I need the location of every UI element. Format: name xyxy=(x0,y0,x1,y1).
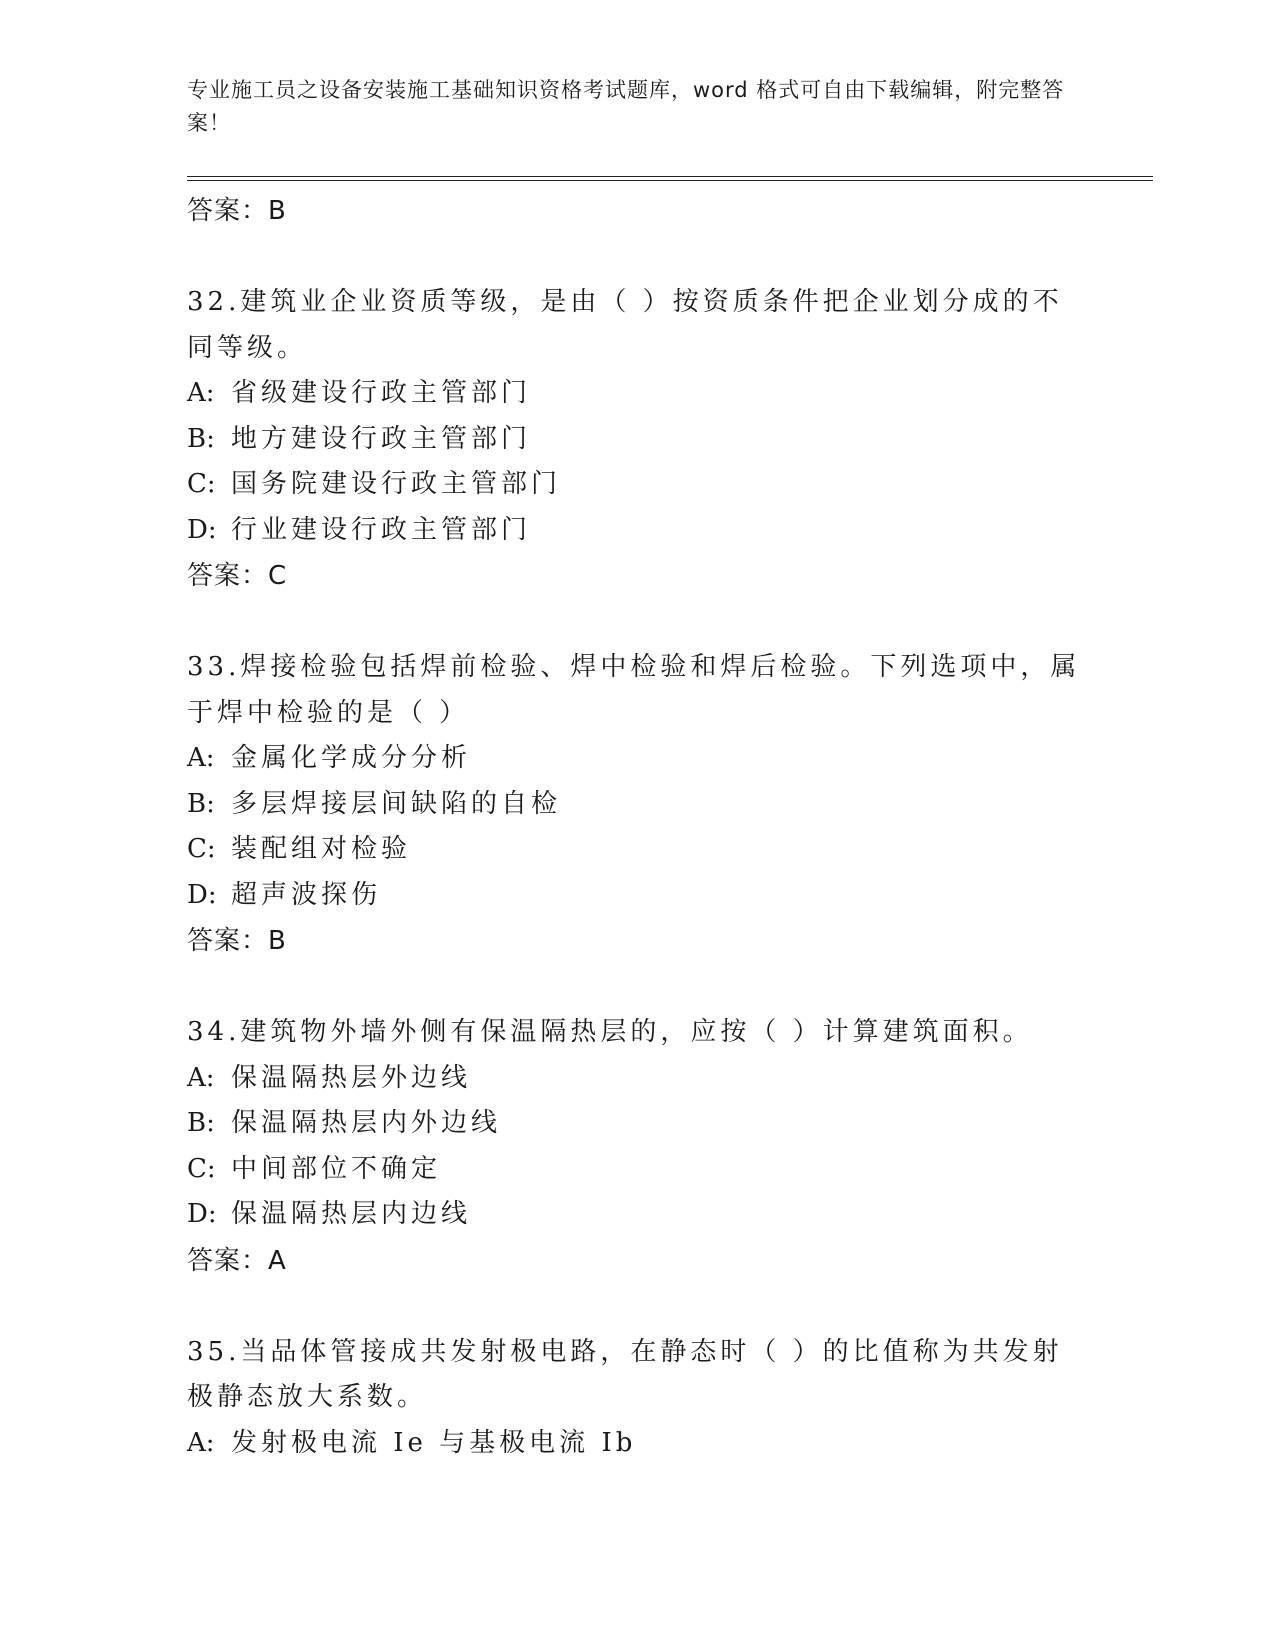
question-32 xyxy=(187,280,1087,599)
answer: 答案：B xyxy=(187,926,287,956)
option-letter: A: xyxy=(187,378,215,408)
option-a xyxy=(187,371,1087,417)
spacer xyxy=(187,599,1087,645)
option-letter: C: xyxy=(187,1153,216,1184)
question-stem: 35.当品体管接成共发射极电路，在静态时（ ）的比值称为共发射极静态放大系数。 xyxy=(187,1336,1063,1412)
option-text: 发射极电流 Ie 与基极电流 Ib xyxy=(231,1427,637,1458)
option-letter: A: xyxy=(187,1062,215,1093)
option-letter: A: xyxy=(187,743,215,773)
option-b xyxy=(187,1101,1087,1147)
option-letter: D: xyxy=(187,514,217,545)
question-35 xyxy=(187,1330,1087,1467)
option-d xyxy=(187,508,1087,554)
question-list xyxy=(187,188,1087,1466)
option-text: 多层焊接层间缺陷的自检 xyxy=(231,788,562,819)
question-stem: 34.建筑物外墙外侧有保温隔热层的，应按（ ）计算建筑面积。 xyxy=(187,1017,1033,1047)
document-header: 专业施工员之设备安装施工基础知识资格考试题库，word 格式可自由下载编辑，附完整答案！ xyxy=(187,78,1065,135)
option-a xyxy=(187,736,1087,782)
option-letter: C: xyxy=(187,469,216,499)
question-stem: 33.焊接检验包括焊前检验、焊中检验和焊后检验。下列选项中，属于焊中检验的是（ ） xyxy=(187,652,1081,728)
option-d xyxy=(187,1192,1087,1238)
option-text: 保温隔热层内边线 xyxy=(231,1199,472,1229)
option-letter: D: xyxy=(187,1199,217,1229)
question-33 xyxy=(187,645,1087,964)
option-a xyxy=(187,1421,1087,1467)
option-text: 国务院建设行政主管部门 xyxy=(231,469,562,499)
option-text: 中间部位不确定 xyxy=(231,1153,442,1184)
option-text: 装配组对检验 xyxy=(231,834,412,864)
option-text: 超声波探伤 xyxy=(231,879,382,910)
option-letter: B: xyxy=(187,788,215,819)
option-b xyxy=(187,417,1087,463)
option-letter: A: xyxy=(187,1427,215,1458)
option-c xyxy=(187,827,1087,873)
question-stem: 32.建筑业企业资质等级，是由（ ）按资质条件把企业划分成的不同等级。 xyxy=(187,287,1063,363)
option-text: 地方建设行政主管部门 xyxy=(231,423,532,454)
answer: 答案：A xyxy=(187,1245,287,1276)
spacer xyxy=(187,1284,1087,1330)
option-a xyxy=(187,1056,1087,1102)
option-text: 保温隔热层内外边线 xyxy=(231,1108,502,1138)
option-text: 行业建设行政主管部门 xyxy=(231,514,532,545)
header-divider xyxy=(187,176,1153,181)
option-letter: D: xyxy=(187,879,217,910)
option-b xyxy=(187,782,1087,828)
spacer xyxy=(187,964,1087,1010)
answer-previous: 答案：B xyxy=(187,196,287,226)
option-text: 省级建设行政主管部门 xyxy=(231,378,532,408)
option-c xyxy=(187,462,1087,508)
option-d xyxy=(187,873,1087,919)
option-text: 保温隔热层外边线 xyxy=(231,1062,472,1093)
option-letter: B: xyxy=(187,1108,215,1138)
option-letter: B: xyxy=(187,423,215,454)
spacer xyxy=(187,234,1087,280)
answer: 答案：C xyxy=(187,561,288,591)
option-text: 金属化学成分分析 xyxy=(231,743,472,773)
question-34 xyxy=(187,1010,1087,1284)
option-letter: C: xyxy=(187,834,216,864)
option-c xyxy=(187,1147,1087,1193)
